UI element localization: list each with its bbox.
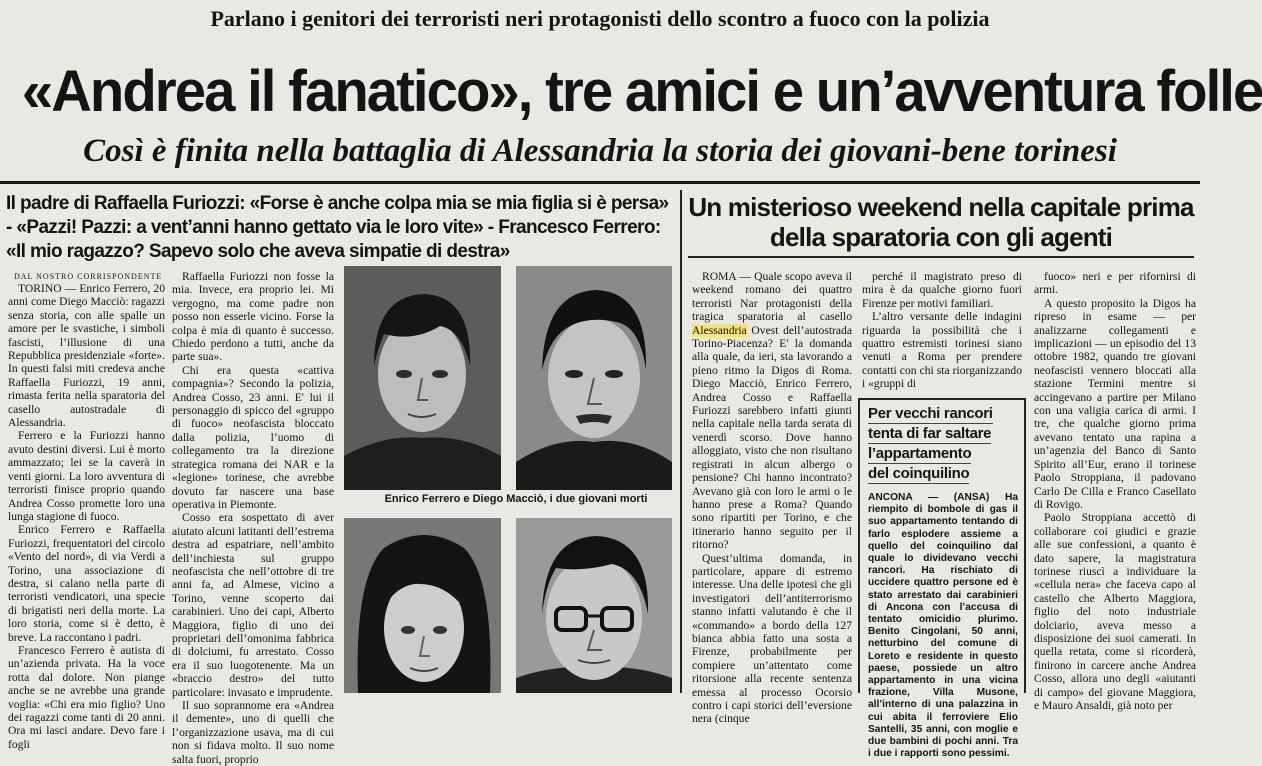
text-run: ROMA — Quale scopo aveva il weekend romano dei quattro terroristi Nar protagonisti della tragica sparatoria al casello	[692, 270, 852, 324]
paragraph: Quest’ultima domanda, in particolare, appare di estremo interesse. Una delle ipotesi che gli investigatori dell’antiterrorismo stanno infatti valutando è che il «commando» a bordo della 127 bianca abbia fatto una sosta a Firenze, probabilmente per compiere un’attentato come ritorsione alla recente sentenza emessa al processo Ocorsio contro i capi storici dell’eversione nera (cinque	[692, 551, 852, 726]
portrait-young-woman-icon	[344, 518, 501, 693]
paragraph: TORINO — Enrico Ferrero, 20 anni come Diego Macciò: ragazzi senza storia, con alle spalle un amore per le svastiche, i simboli fascisti, l’illusione di una Repubblica presidenziale «forte». In questi falsi miti credeva anche Raffaella Furiozzi, 19 anni, rimasta ferita nella sparatoria del casello autostradale di Alessandria.	[8, 282, 165, 430]
text-run: Ovest dell’autostrada Torino-Piacenza? E' la domanda alla quale, da ieri, sta lavorando a pieno ritmo la Digos di Roma. Diego Macciò, Enrico Ferrero, Andrea Cosso e Raffaella Furiozzi sarebbero infatti giunti nella capitale nella tarda serata di venerdì scorso. Dove hanno alloggiato, visto che non risultano registrati in alcun albergo o pensione? Chi hanno incontrato? Avevano già con loro le armi o le hanno prese a Roma? Quando sono ripartiti per Torino, e che itinerario hanno seguito per il ritorno?	[692, 323, 852, 552]
paragraph: perché il magistrato preso di mira è da qualche giorno fuori Firenze per motivi familiari.	[862, 270, 1022, 310]
sidebar-headline-line: tenta di far saltare	[868, 425, 992, 442]
paragraph: A questo proposito la Digos ha ripreso in esame — per analizzarne collegamenti e implicazioni — un episodio del 13 ottobre 1982, quando tre giovani neofascisti vennero bloccati alla stazione Termini mentre si accingevano a partire per Milano con una valigia carica di armi. I tre, che qualche giorno prima avevano tentato una rapina a un’agenzia del Banco di Santo Spirito all’Eur, erano il torinese Paolo Stroppiana, il padovano Carlo De Cilla e Franco Casellato di Rovigo.	[1034, 296, 1196, 511]
main-headline: «Andrea il fanatico», tre amici e un’avventura folle	[21, 59, 1262, 124]
paragraph: Raffaella Furiozzi non fosse la mia. Invece, era proprio lei. Mi vergogno, ma come padre non posso non esserle vicino. Forse la colpa è mia di quanto è successo. Chiedo perdono a tutti, anche da parte sua».	[172, 270, 334, 364]
right-article-column-1	[692, 270, 852, 726]
paragraph: Il suo soprannome era «Andrea il demente», uno di quelli che l’organizzazione usava, ma di cui non si fidava molto. Il suo nome salta fuori, proprio	[172, 699, 334, 766]
photo-raffaella-furiozzi	[344, 518, 501, 693]
paragraph: Paolo Stroppiana accettò di collaborare coi giudici e grazie alle sue confessioni, a quanto è dato sapere, la magistratura torinese riuscì a individuare la «cellula nera» che faceva capo al castello che Alberto Maggiora, figlio del noto industriale dolciario, aveva messo a disposizione dei suoi camerati. In quella retata, come si ricorderà, finirono in carcere anche Andrea Cosso, allora uno degli «aiutanti di campo» del giovane Maggiora, e Mauro Ansaldi, già noto per	[1034, 511, 1196, 712]
paragraph	[692, 270, 852, 552]
article-column-1	[8, 282, 165, 751]
right-article-column-3	[1034, 270, 1196, 712]
column-divider	[680, 190, 682, 693]
paragraph: Cosso era sospettato di aver aiutato alcuni latitanti dell’estrema destra ad espatriare, nell’ambito dell’inchiesta sul gruppo neofascista che nell’ottobre di tre anni fa, ad Almese, vicino a Torino, venne scoperto dai carabinieri. Uno dei capi, Alberto Maggiora, figlio di uno dei proprietari dell’omonima fabbrica di dolciumi, fu arrestato. Cosso era il suo luogotenente. Ma un «braccio destro» del tutto particolare: invasato e imprudente.	[172, 511, 334, 699]
paragraph: Chi era questa «cattiva compagnia»? Secondo la polizia, Andrea Cosso, 23 anni. E' lui il personaggio di spicco del «gruppo di fuoco» neofascista bloccato dalla polizia, l’uomo di collegamento tra la direzione strategica romana dei NAR e la «legione» torinese, che avrebbe dovuto far nascere una base operativa in Piemonte.	[172, 363, 334, 511]
sidebar-news-box	[858, 398, 1026, 760]
kicker-headline: Parlano i genitori dei terroristi neri protagonisti dello scontro a fuoco con la polizia	[210, 6, 990, 31]
photo-enrico-ferrero	[344, 266, 501, 490]
photo-caption: Enrico Ferrero e Diego Macciò, i due giovani morti	[384, 493, 648, 505]
paragraph: Ferrero e la Furiozzi hanno avuto destini diversi. Lui è morto ammazzato; lei se la caverà in venti giorni. La loro avventura di terroristi finisce proprio quando Andrea Cosso promette loro una lunga stagione di fuoco.	[8, 429, 165, 523]
sidebar-headline-line: Per vecchi rancori	[868, 405, 993, 422]
header-rule	[0, 181, 1200, 184]
byline: DAL NOSTRO CORRISPONDENTE	[14, 272, 163, 281]
article-column-2	[172, 270, 334, 766]
right-headline-rule	[688, 256, 1194, 258]
photo-diego-maccio	[516, 266, 672, 490]
paragraph: Francesco Ferrero è autista di un’azienda privata. Ha la voce rotta dal dolore. Non piange anche se ne avrebbe una grande voglia: «Chi era mio figlio? Uno dei ragazzi come tanti di 20 anni. Ora mi lasci andare. Devo fare i fogli	[8, 643, 165, 751]
portrait-young-man-icon	[516, 266, 672, 490]
photo-andrea-cosso	[516, 518, 672, 693]
portrait-young-man-glasses-icon	[516, 518, 672, 693]
sidebar-headline	[868, 404, 1018, 484]
right-article-headline: Un misterioso weekend nella capitale prima della sparatoria con gli agenti	[688, 192, 1194, 252]
sub-headline: Così è finita nella battaglia di Alessandria la storia dei giovani-bene torinesi	[83, 133, 1117, 169]
portrait-young-man-icon	[344, 266, 501, 490]
highlighted-word[interactable]: Alessandria	[692, 323, 747, 337]
paragraph: Enrico Ferrero e Raffaella Furiozzi, frequentatori del circolo «Vento del nord», di via Verdi a Torino, una associazione di destra, si calano nella parte di terroristi vendicatori, una specie di brigatisti neri della morte. La loro storia, come si è detto, è breve. La raccontano i padri.	[8, 523, 165, 644]
sidebar-headline-line: del coinquilino	[868, 465, 970, 482]
paragraph: L’altro versante delle indagini riguarda la possibilità che i quattro estremisti torinesi siano venuti a Roma per prendere contatti con chi sta riorganizzando i «gruppi di	[862, 310, 1022, 391]
left-article-deck: Il padre di Raffaella Furiozzi: «Forse è anche colpa mia se mia figlia si è persa» - «Pazzi! Pazzi: a vent’anni hanno gettato via le loro vite» - Francesco Ferrero: «Il mio ragazzo? Sapevo solo che aveva simpatie di destra»	[6, 193, 669, 262]
paragraph: fuoco» neri e per rifornirsi di armi.	[1034, 270, 1196, 297]
right-article-column-2	[862, 270, 1022, 395]
sidebar-body: ANCONA — (ANSA) Ha riempito di bombole di gas il suo appartamento tentando di farlo esplodere assieme a quello del coinquilino dal quale lo dividevano vecchi rancori. Ha rischiato di uccidere quattro persone ed è stato arrestato dai carabinieri di Ancona con l’accusa di tentato omicidio plurimo. Benito Cingolani, 50 anni, netturbino del comune di Loreto e residente in questo paese, possiede un altro appartamento in una vicina frazione, Villa Musone, all’interno di una palazzina in cui abita il ferroviere Elio Santelli, 35 anni, con moglie e due bambini di pochi anni. Tra i due i rapporti sono pessimi.	[868, 492, 1018, 760]
sidebar-headline-line: l’appartamento	[868, 445, 972, 462]
